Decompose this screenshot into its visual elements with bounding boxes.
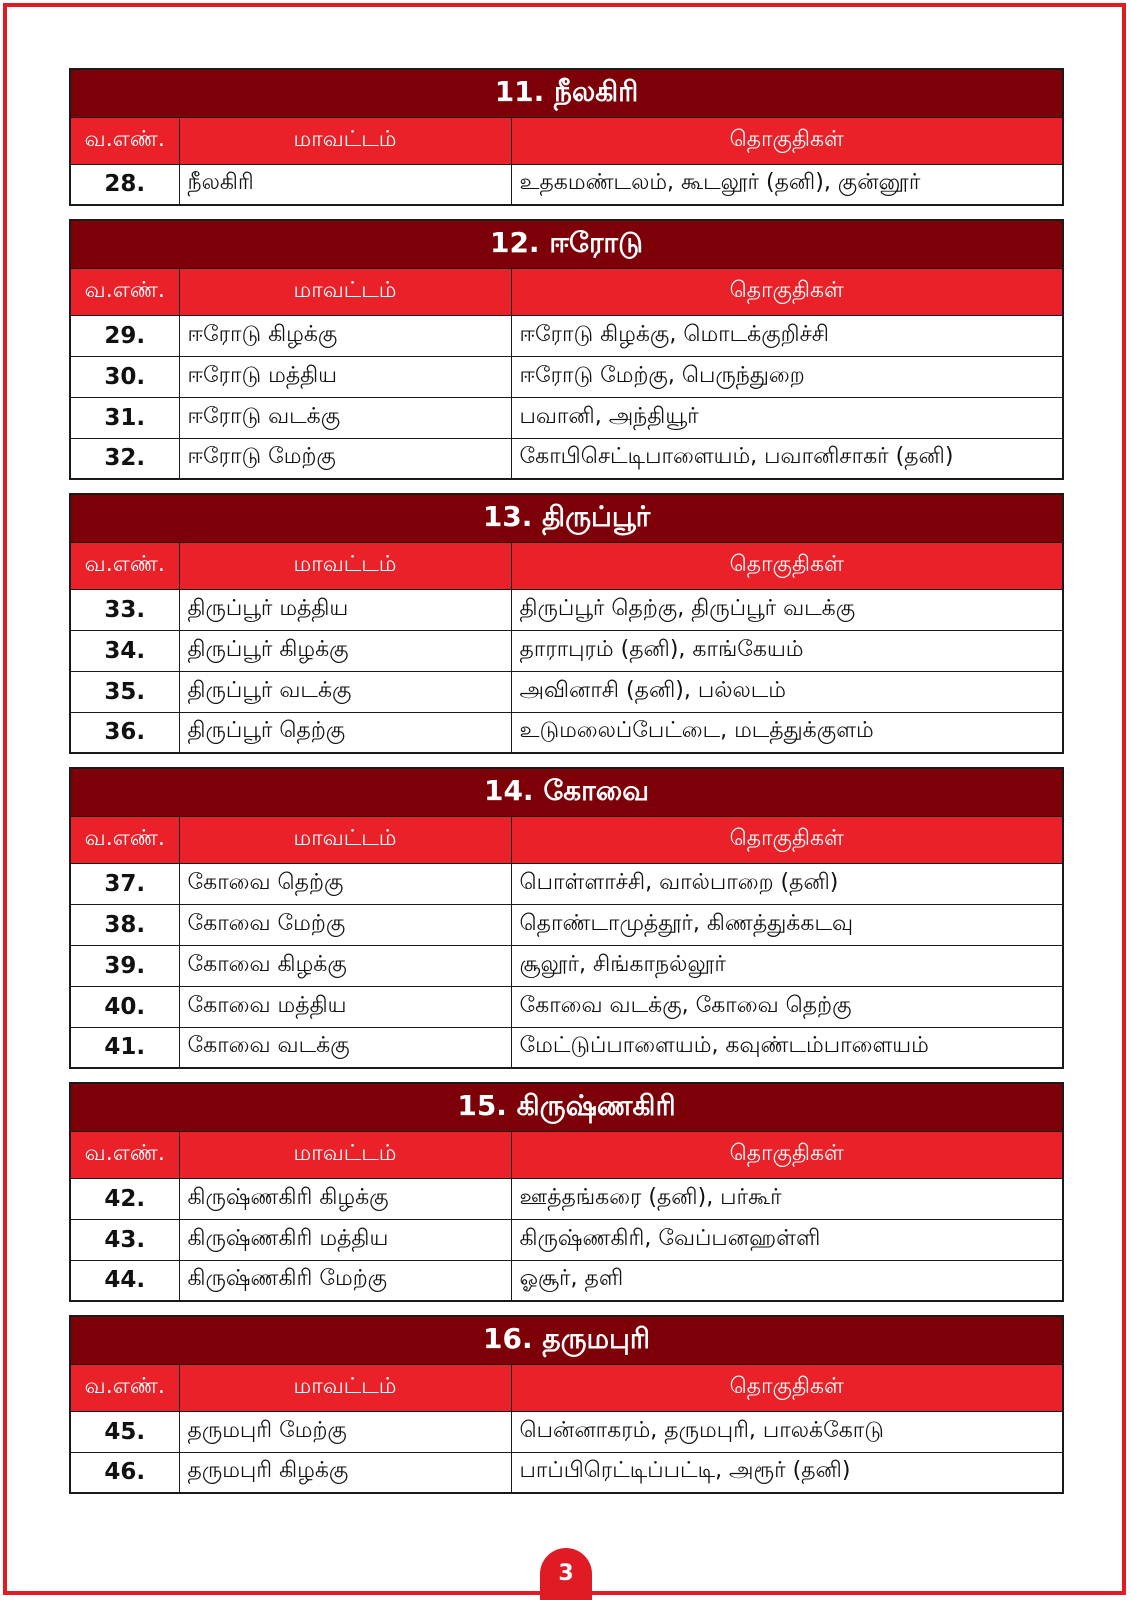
column-header-number: வ.எண். (70, 268, 179, 315)
column-header-constituencies: தொகுதிகள் (511, 816, 1063, 863)
district-name: கிருஷ்ணகிரி மேற்கு (179, 1260, 511, 1301)
column-header-district: மாவட்டம் (179, 1131, 511, 1178)
section-title: 16. தருமபுரி (70, 1316, 1063, 1364)
constituency-list: ஊத்தங்கரை (தனி), பர்கூர் (511, 1178, 1063, 1219)
table-row (70, 1219, 1063, 1260)
serial-number: 42. (70, 1178, 179, 1219)
constituency-list: தொண்டாமுத்தூர், கிணத்துக்கடவு (511, 904, 1063, 945)
constituency-list: உதகமண்டலம், கூடலூர் (தனி), குன்னூர் (511, 164, 1063, 205)
serial-number: 29. (70, 315, 179, 356)
column-header-number: வ.எண். (70, 542, 179, 589)
serial-number: 31. (70, 397, 179, 438)
district-name: கோவை கிழக்கு (179, 945, 511, 986)
section-title: 12. ஈரோடு (70, 220, 1063, 268)
section-title: 15. கிருஷ்ணகிரி (70, 1083, 1063, 1131)
column-header-constituencies: தொகுதிகள் (511, 1131, 1063, 1178)
district-name: திருப்பூர் கிழக்கு (179, 630, 511, 671)
constituency-list: கிருஷ்ணகிரி, வேப்பனஹள்ளி (511, 1219, 1063, 1260)
district-name: கிருஷ்ணகிரி மத்திய (179, 1219, 511, 1260)
serial-number: 36. (70, 712, 179, 753)
district-table (69, 1082, 1064, 1302)
district-name: ஈரோடு கிழக்கு (179, 315, 511, 356)
table-row (70, 315, 1063, 356)
district-name: திருப்பூர் தெற்கு (179, 712, 511, 753)
column-header-district: மாவட்டம் (179, 268, 511, 315)
district-name: கோவை மேற்கு (179, 904, 511, 945)
table-row (70, 863, 1063, 904)
constituency-list: ஈரோடு மேற்கு, பெருந்துறை (511, 356, 1063, 397)
district-table (69, 219, 1064, 480)
district-name: ஈரோடு வடக்கு (179, 397, 511, 438)
column-header-district: மாவட்டம் (179, 816, 511, 863)
table-row (70, 164, 1063, 205)
constituency-list: ஈரோடு கிழக்கு, மொடக்குறிச்சி (511, 315, 1063, 356)
table-row (70, 712, 1063, 753)
table-row (70, 1178, 1063, 1219)
page-number: 3 (540, 1548, 592, 1600)
table-row (70, 438, 1063, 479)
district-name: ஈரோடு மத்திய (179, 356, 511, 397)
district-name: கோவை வடக்கு (179, 1027, 511, 1068)
district-name: கோவை மத்திய (179, 986, 511, 1027)
constituency-list: சூலூர், சிங்காநல்லூர் (511, 945, 1063, 986)
column-header-district: மாவட்டம் (179, 117, 511, 164)
district-name: திருப்பூர் வடக்கு (179, 671, 511, 712)
serial-number: 45. (70, 1411, 179, 1452)
column-header-constituencies: தொகுதிகள் (511, 117, 1063, 164)
column-header-number: வ.எண். (70, 1131, 179, 1178)
constituency-list: உடுமலைப்பேட்டை, மடத்துக்குளம் (511, 712, 1063, 753)
column-header-district: மாவட்டம் (179, 542, 511, 589)
district-name: தருமபுரி கிழக்கு (179, 1452, 511, 1493)
district-table (69, 767, 1064, 1069)
serial-number: 38. (70, 904, 179, 945)
column-header-number: வ.எண். (70, 117, 179, 164)
column-header-constituencies: தொகுதிகள் (511, 1364, 1063, 1411)
table-row (70, 356, 1063, 397)
table-row (70, 1260, 1063, 1301)
column-header-number: வ.எண். (70, 816, 179, 863)
district-name: கிருஷ்ணகிரி கிழக்கு (179, 1178, 511, 1219)
district-name: ஈரோடு மேற்கு (179, 438, 511, 479)
constituency-list: திருப்பூர் தெற்கு, திருப்பூர் வடக்கு (511, 589, 1063, 630)
serial-number: 32. (70, 438, 179, 479)
constituency-list: தாராபுரம் (தனி), காங்கேயம் (511, 630, 1063, 671)
constituency-list: பென்னாகரம், தருமபுரி, பாலக்கோடு (511, 1411, 1063, 1452)
serial-number: 41. (70, 1027, 179, 1068)
serial-number: 33. (70, 589, 179, 630)
constituency-list: கோபிசெட்டிபாளையம், பவானிசாகர் (தனி) (511, 438, 1063, 479)
constituency-list: அவினாசி (தனி), பல்லடம் (511, 671, 1063, 712)
table-row (70, 1411, 1063, 1452)
table-row (70, 671, 1063, 712)
district-tables (69, 68, 1062, 1507)
serial-number: 30. (70, 356, 179, 397)
column-header-constituencies: தொகுதிகள் (511, 542, 1063, 589)
serial-number: 46. (70, 1452, 179, 1493)
serial-number: 43. (70, 1219, 179, 1260)
serial-number: 37. (70, 863, 179, 904)
constituency-list: பொள்ளாச்சி, வால்பாறை (தனி) (511, 863, 1063, 904)
district-table (69, 1315, 1064, 1494)
serial-number: 35. (70, 671, 179, 712)
serial-number: 40. (70, 986, 179, 1027)
table-row (70, 397, 1063, 438)
district-name: கோவை தெற்கு (179, 863, 511, 904)
table-row (70, 904, 1063, 945)
table-row (70, 986, 1063, 1027)
district-table (69, 493, 1064, 754)
constituency-list: பவானி, அந்தியூர் (511, 397, 1063, 438)
district-name: தருமபுரி மேற்கு (179, 1411, 511, 1452)
constituency-list: பாப்பிரெட்டிப்பட்டி, அரூர் (தனி) (511, 1452, 1063, 1493)
district-name: நீலகிரி (179, 164, 511, 205)
constituency-list: ஓசூர், தளி (511, 1260, 1063, 1301)
district-table (69, 68, 1064, 206)
table-row (70, 630, 1063, 671)
table-row (70, 945, 1063, 986)
section-title: 13. திருப்பூர் (70, 494, 1063, 542)
section-title: 14. கோவை (70, 768, 1063, 816)
table-row (70, 1452, 1063, 1493)
column-header-constituencies: தொகுதிகள் (511, 268, 1063, 315)
district-name: திருப்பூர் மத்திய (179, 589, 511, 630)
column-header-number: வ.எண். (70, 1364, 179, 1411)
constituency-list: மேட்டுப்பாளையம், கவுண்டம்பாளையம் (511, 1027, 1063, 1068)
table-row (70, 1027, 1063, 1068)
serial-number: 44. (70, 1260, 179, 1301)
serial-number: 34. (70, 630, 179, 671)
constituency-list: கோவை வடக்கு, கோவை தெற்கு (511, 986, 1063, 1027)
serial-number: 28. (70, 164, 179, 205)
section-title: 11. நீலகிரி (70, 69, 1063, 117)
column-header-district: மாவட்டம் (179, 1364, 511, 1411)
table-row (70, 589, 1063, 630)
serial-number: 39. (70, 945, 179, 986)
